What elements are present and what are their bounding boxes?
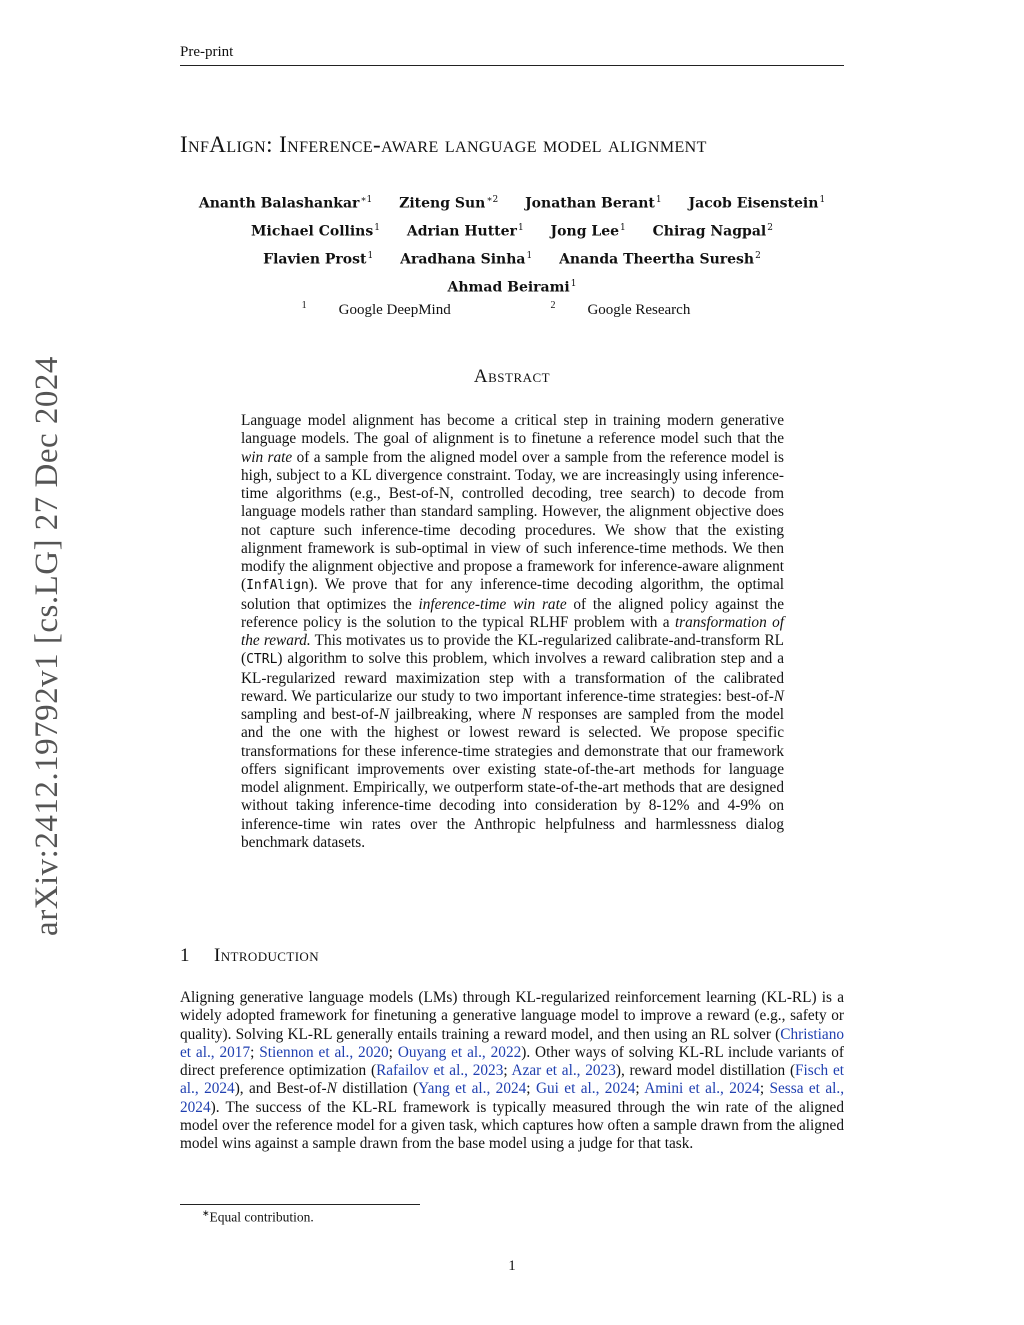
author: Ananda Theertha Suresh$^2$ xyxy=(559,251,761,268)
author: Michael Collins$^1$ xyxy=(251,223,380,240)
citation-link[interactable]: Ouyang et al., 2022 xyxy=(397,1043,522,1061)
author: Jong Lee$^1$ xyxy=(550,223,626,240)
footnote: ∗Equal contribution. xyxy=(202,1208,314,1225)
citation-link[interactable]: Azar et al., 2023 xyxy=(511,1062,616,1080)
citation-link[interactable]: Rafailov et al., 2023 xyxy=(376,1062,504,1080)
author-line-1 xyxy=(160,188,864,216)
affiliation: $^1$ Google DeepMind xyxy=(301,300,451,318)
author-line-3 xyxy=(160,244,864,272)
author: Chirag Nagpal$^2$ xyxy=(652,223,773,240)
author: Jonathan Berant$^1$ xyxy=(525,195,662,212)
author: Flavien Prost$^1$ xyxy=(263,251,374,268)
header-rule xyxy=(180,65,844,66)
paper-title: InfAlign: Inference-aware language model alignment xyxy=(180,132,707,157)
section-heading-introduction: 1 Introduction xyxy=(180,945,320,966)
citation-link[interactable]: Sessa et al., 2024 xyxy=(180,1080,845,1116)
affiliations xyxy=(180,300,844,319)
citation-link[interactable]: Stiennon et al., 2020 xyxy=(259,1043,389,1061)
abstract-heading: Abstract xyxy=(473,366,551,387)
author-line-2 xyxy=(160,216,864,244)
citation-link[interactable]: Gui et al., 2024 xyxy=(535,1080,636,1098)
introduction-paragraph: Aligning generative language models (LMs) through KL-regularized reinforcement learning (KL-RL) is a widely adopted framework for finetuning a generative language model to improve a reward (e.g., safety or quality). Solving KL-RL generally entails training a reward model, and then using an RL solver (Christiano et al., 2017; Stiennon et al., 2020; Ouyang et al., 2022). Other ways of solving KL-RL include variants of direct preference optimization (Rafailov et al., 2023; Azar et al., 2023), reward model distillation (Fisch et al., 2024), and Best-of-N distillation (Yang et al., 2024; Gui et al., 2024; Amini et al., 2024; Sessa et al., 2024). The success of the KL-RL framework is typically measured through the win rate of the aligned model over the reference model for a given task, which captures how often a sample drawn from the aligned model wins against a sample drawn from the base model using a judge for that task. xyxy=(180,989,845,1153)
footnote-rule xyxy=(180,1204,420,1205)
author: Ahmad Beirami$^1$ xyxy=(447,279,577,297)
author: Aradhana Sinha$^1$ xyxy=(400,251,533,268)
arxiv-identifier-stamp: arXiv:2412.19792v1 [cs.LG] 27 Dec 2024 xyxy=(29,356,65,936)
author-list xyxy=(160,188,864,301)
abstract-text: Language model alignment has become a critical step in training modern generative language models. The goal of alignment is to finetune a reference model such that the win rate of a sample from the aligned model over a sample from the reference model is high, subject to a KL divergence constraint. Today, we are increasingly using inference-time algorithms (e.g., Best-of-N, controlled decoding, tree search) to decode from language models rather than standard sampling. However, the alignment objective does not capture such inference-time decoding procedures. We show that the existing alignment framework is sub-optimal in view of such inference-time methods. We then modify the alignment objective and propose a framework for inference-aware alignment (InfAlign). We prove that for any inference-time decoding algorithm, the optimal solution that optimizes the inference-time win rate of the aligned policy against the reference policy is the solution to the typical RLHF problem with a transformation of the reward. This motivates us to provide the KL-regularized calibrate-and-transform RL (CTRL) algorithm to solve this problem, which involves a reward calibration step and a KL-regularized reward maximization step with a transformation of the calibrated reward. We particularize our study to two important inference-time strategies: best-of-N sampling and best-of-N jailbreaking, where N responses are sampled from the model and the one with the highest or lowest reward is selected. We propose specific transformations for these inference-time strategies and demonstrate that our framework offers significant improvements over existing state-of-the-art methods for language model alignment. Empirically, we outperform state-of-the-art methods that are designed without taking inference-time decoding into consideration by 8-12% and 4-9% on inference-time win rates over the Anthropic helpfulness and harmlessness dialog benchmark datasets. xyxy=(241,412,784,851)
citation-link[interactable]: Fisch et al., 2024 xyxy=(180,1062,844,1098)
author: Jacob Eisenstein$^1$ xyxy=(688,195,826,212)
author-line-4 xyxy=(160,272,864,300)
affiliation: $^2$ Google Research xyxy=(550,300,691,318)
author: Adrian Hutter$^1$ xyxy=(406,223,524,240)
running-header: Pre-print xyxy=(180,44,234,60)
citation-link[interactable]: Christiano et al., 2017 xyxy=(180,1025,844,1061)
author: Ziteng Sun$^{∗2}$ xyxy=(399,195,499,212)
page-number: 1 xyxy=(508,1258,516,1274)
citation-link[interactable]: Amini et al., 2024 xyxy=(644,1080,760,1098)
citation-link[interactable]: Yang et al., 2024 xyxy=(418,1080,527,1098)
author: Ananth Balashankar$^{∗1}$ xyxy=(198,195,373,212)
